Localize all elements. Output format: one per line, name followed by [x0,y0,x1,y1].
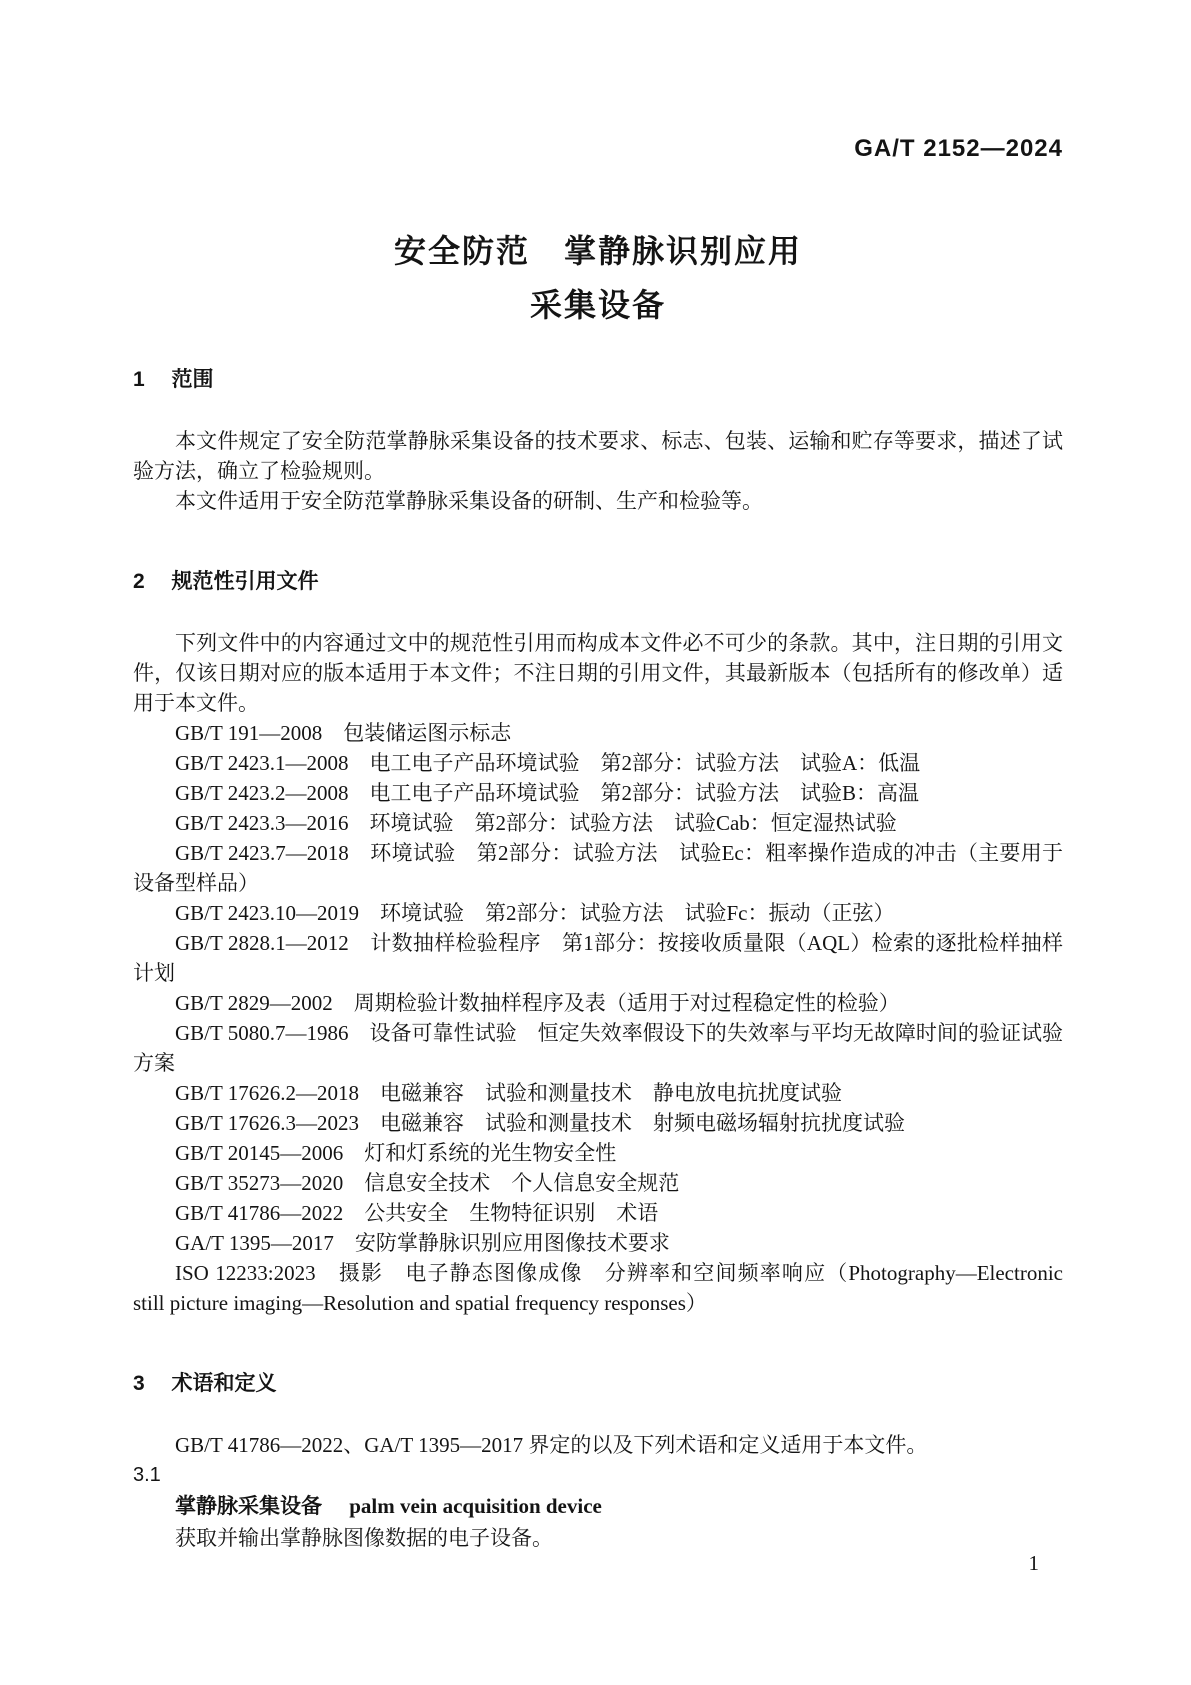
scope-paragraph: 本文件规定了安全防范掌静脉采集设备的技术要求、标志、包装、运输和贮存等要求，描述了试验方法，确立了检验规则。 [133,429,1063,483]
reference-item: GB/T 191—2008 包装储运图示标志 [175,721,512,745]
reference-item: GA/T 1395—2017 安防掌静脉识别应用图像技术要求 [175,1231,670,1255]
section-scope-heading [133,366,1063,394]
section-terms-number: 3 [133,1372,145,1395]
section-terms-title: 术语和定义 [171,1372,277,1395]
section-normative-references-number: 2 [133,570,145,593]
reference-item: GB/T 17626.2—2018 电磁兼容 试验和测量技术 静电放电抗扰度试验 [175,1081,842,1105]
reference-item: GB/T 2423.10—2019 环境试验 第2部分：试验方法 试验Fc：振动（正弦） [175,901,895,925]
term-definition: 获取并输出掌静脉图像数据的电子设备。 [175,1526,553,1550]
reference-item: GB/T 2423.1—2008 电工电子产品环境试验 第2部分：试验方法 试验A：低温 [175,751,921,775]
doc-number: GA/T 2152—2024 [854,135,1063,162]
reference-item: GB/T 2423.2—2008 电工电子产品环境试验 第2部分：试验方法 试验B：高温 [175,781,919,805]
reference-item: ISO 12233:2023 摄影 电子静态图像成像 分辨率和空间频率响应（Photography—Electronic still picture imaging—Resolution and spatial frequency responses） [133,1261,1063,1315]
term-line [133,1490,1063,1523]
section-normative-references-heading [133,568,1063,596]
reference-item: GB/T 2423.7—2018 环境试验 第2部分：试验方法 试验Ec：粗率操作造成的冲击（主要用于设备型样品） [133,841,1063,895]
doc-title-line2: 采集设备 [529,287,666,323]
reference-item: GB/T 2423.3—2016 环境试验 第2部分：试验方法 试验Cab：恒定湿热试验 [175,811,897,835]
scope-paragraph: 本文件适用于安全防范掌静脉采集设备的研制、生产和检验等。 [175,489,763,513]
term-number: 3.1 [133,1464,161,1486]
section-scope-number: 1 [133,368,145,391]
reference-item: GB/T 20145—2006 灯和灯系统的光生物安全性 [175,1141,617,1165]
reference-item: GB/T 41786—2022 公共安全 生物特征识别 术语 [175,1201,659,1225]
terms-intro: GB/T 41786—2022、GA/T 1395—2017 界定的以及下列术语和定义适用于本文件。 [175,1433,928,1457]
reference-item: GB/T 35273—2020 信息安全技术 个人信息安全规范 [175,1171,680,1195]
section-normative-references-title: 规范性引用文件 [171,570,319,593]
reference-item: GB/T 2829—2002 周期检验计数抽样程序及表（适用于对过程稳定性的检验） [175,991,900,1015]
term-zh: 掌静脉采集设备 [175,1495,322,1518]
reference-item: GB/T 5080.7—1986 设备可靠性试验 恒定失效率假设下的失效率与平均无故障时间的验证试验方案 [133,1021,1063,1075]
section-scope-title: 范围 [171,368,214,391]
reference-item: GB/T 2828.1—2012 计数抽样检验程序 第1部分：按接收质量限（AQL）检索的逐批检样抽样计划 [133,931,1063,985]
section-terms-heading [133,1370,1063,1398]
page-number: 1 [1028,1551,1039,1575]
term-en: palm vein acquisition device [349,1494,602,1518]
reference-item: GB/T 17626.3—2023 电磁兼容 试验和测量技术 射频电磁场辐射抗扰度试验 [175,1111,905,1135]
doc-title-line1: 安全防范 掌静脉识别应用 [393,233,802,269]
normative-references-intro: 下列文件中的内容通过文中的规范性引用而构成本文件必不可少的条款。其中，注日期的引用文件，仅该日期对应的版本适用于本文件；不注日期的引用文件，其最新版本（包括所有的修改单）适用于本文件。 [133,631,1063,715]
